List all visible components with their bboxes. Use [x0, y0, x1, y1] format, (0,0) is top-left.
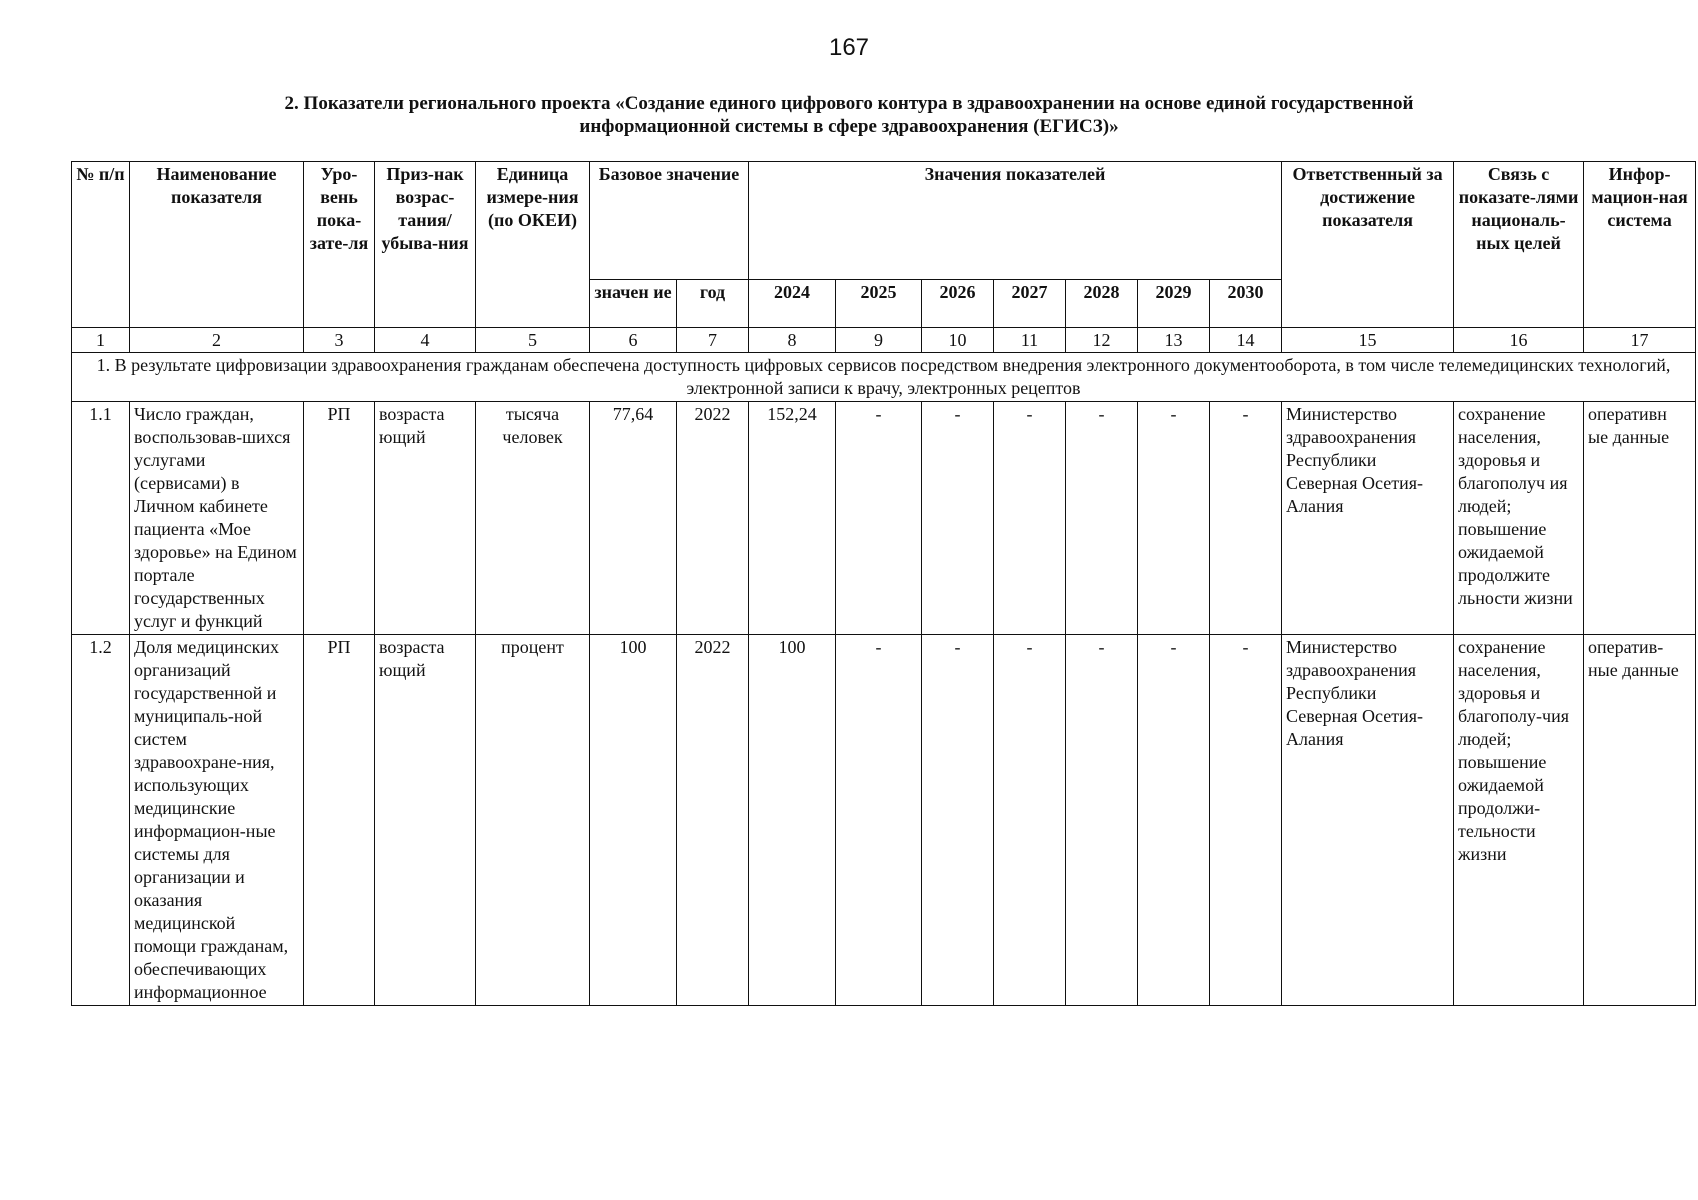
row-value: - [1066, 635, 1138, 1006]
row-sign: возраста ющий [375, 402, 476, 635]
column-number: 13 [1138, 328, 1210, 353]
row-responsible: Министерство здравоохранения Республики Северная Осетия-Алания [1282, 635, 1454, 1006]
title-line-2: информационной системы в сфере здравоохранения (ЕГИСЗ)» [579, 116, 1119, 137]
column-number: 16 [1454, 328, 1584, 353]
row-sign: возраста ющий [375, 635, 476, 1006]
column-number: 7 [677, 328, 749, 353]
row-value: - [922, 402, 994, 635]
row-base-value: 77,64 [590, 402, 677, 635]
row-value: - [1210, 402, 1282, 635]
row-link: сохранение населения, здоровья и благополу-чия людей; повышение ожидаемой продолжи-тельности жизни [1454, 635, 1584, 1006]
column-number: 10 [922, 328, 994, 353]
row-value: - [1138, 402, 1210, 635]
header-link: Связь с показате-лями националь-ных целей [1454, 162, 1584, 328]
column-number: 1 [72, 328, 130, 353]
table-row [72, 635, 1696, 1006]
header-year: 2026 [922, 280, 994, 328]
section-row [72, 353, 1696, 402]
row-level: РП [304, 635, 375, 1006]
row-name: Доля медицинских организаций государственной и муниципаль-ной систем здравоохране-ния, использующих медицинские информацион-ные системы для организации и оказания медицинской помощи гражданам, обеспечивающих информационное [130, 635, 304, 1006]
column-number: 8 [749, 328, 836, 353]
column-number: 14 [1210, 328, 1282, 353]
row-num: 1.2 [72, 635, 130, 1006]
row-info: оперативн ые данные [1584, 402, 1696, 635]
row-base-year: 2022 [677, 402, 749, 635]
header-name: Наименование показателя [130, 162, 304, 328]
column-number: 4 [375, 328, 476, 353]
header-base-value: значен ие [590, 280, 677, 328]
header-base-year: год [677, 280, 749, 328]
column-number: 17 [1584, 328, 1696, 353]
header-values: Значения показателей [749, 162, 1282, 280]
column-number-row [72, 328, 1696, 353]
header-level: Уро-вень пока-зате-ля [304, 162, 375, 328]
row-name: Число граждан, воспользовав-шихся услугами (сервисами) в Личном кабинете пациента «Мое здоровье» на Едином портале государственных услуг и функций [130, 402, 304, 635]
title-line-1: 2. Показатели регионального проекта «Создание единого цифрового контура в здравоохранении на основе единой государственной [284, 93, 1414, 114]
row-value: 100 [749, 635, 836, 1006]
column-number: 3 [304, 328, 375, 353]
page-number: 167 [828, 34, 870, 61]
header-year: 2024 [749, 280, 836, 328]
header-year: 2028 [1066, 280, 1138, 328]
document-title [150, 92, 1548, 138]
header-year: 2027 [994, 280, 1066, 328]
row-value: - [1210, 635, 1282, 1006]
header-responsible: Ответственный за достижение показателя [1282, 162, 1454, 328]
row-value: - [836, 635, 922, 1006]
header-year: 2029 [1138, 280, 1210, 328]
header-num: № п/п [72, 162, 130, 328]
column-number: 5 [476, 328, 590, 353]
column-number: 2 [130, 328, 304, 353]
row-unit: тысяча человек [476, 402, 590, 635]
row-link: сохранение населения, здоровья и благополуч ия людей; повышение ожидаемой продолжите льности жизни [1454, 402, 1584, 635]
column-number: 9 [836, 328, 922, 353]
row-value: - [922, 635, 994, 1006]
row-num: 1.1 [72, 402, 130, 635]
header-year: 2030 [1210, 280, 1282, 328]
header-sign: Приз-нак возрас-тания/ убыва-ния [375, 162, 476, 328]
row-level: РП [304, 402, 375, 635]
row-value: - [994, 402, 1066, 635]
row-value: 152,24 [749, 402, 836, 635]
row-responsible: Министерство здравоохранения Республики Северная Осетия-Алания [1282, 402, 1454, 635]
header-year: 2025 [836, 280, 922, 328]
header-base: Базовое значение [590, 162, 749, 280]
row-unit: процент [476, 635, 590, 1006]
header-unit: Единица измере-ния (по ОКЕИ) [476, 162, 590, 328]
row-value: - [836, 402, 922, 635]
column-number: 15 [1282, 328, 1454, 353]
row-value: - [1066, 402, 1138, 635]
row-base-year: 2022 [677, 635, 749, 1006]
column-number: 12 [1066, 328, 1138, 353]
header-info: Инфор-мацион-ная система [1584, 162, 1696, 328]
row-info: оператив-ные данные [1584, 635, 1696, 1006]
section-title: 1. В результате цифровизации здравоохранения гражданам обеспечена доступность цифровых сервисов посредством внедрения электронного документооборота, в том числе телемедицинских технологий, электронной записи к врачу, электронных рецептов [72, 353, 1696, 402]
table-row [72, 402, 1696, 635]
indicators-table [71, 161, 1696, 1006]
row-base-value: 100 [590, 635, 677, 1006]
column-number: 6 [590, 328, 677, 353]
row-value: - [994, 635, 1066, 1006]
row-value: - [1138, 635, 1210, 1006]
column-number: 11 [994, 328, 1066, 353]
